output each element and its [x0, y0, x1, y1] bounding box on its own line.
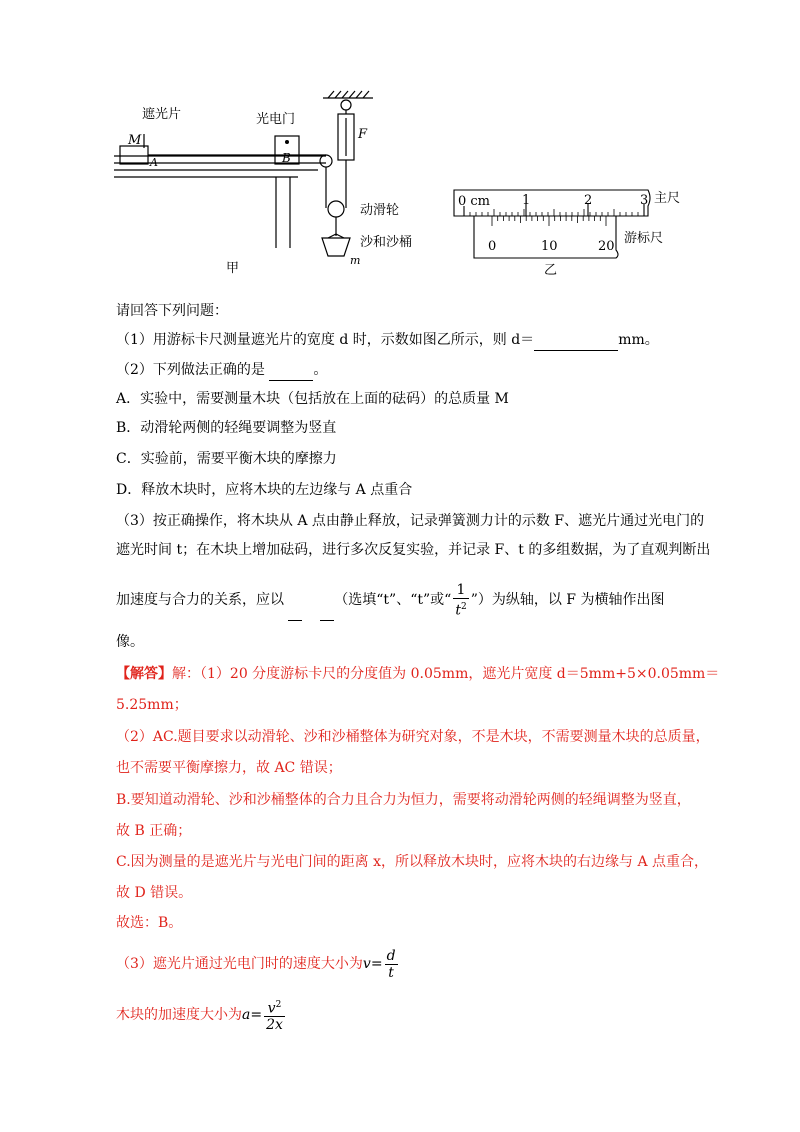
main-tick-2: 2 — [584, 193, 593, 208]
option-a: A．实验中，需要测量木块（包括放在上面的砝码）的总质量 M — [116, 391, 509, 407]
answer-l1: 解：（1）20 分度游标卡尺的分度值为 0.05mm，遮光片宽度 d＝5mm+5×0.05mm＝ — [172, 666, 720, 682]
q1-blank — [534, 330, 618, 351]
vernier-scale-label: 游标尺 — [624, 231, 664, 246]
q3-frac-exp: 2 — [460, 601, 467, 612]
q3-line-3 — [116, 580, 664, 621]
fig-caption-yi: 乙 — [544, 263, 558, 278]
q1-unit: mm。 — [618, 332, 659, 348]
bucket-label: 沙和沙桶 — [360, 235, 413, 250]
point-b-label: B — [282, 151, 291, 165]
q3-fraction — [453, 582, 468, 619]
option-d: D．释放木块时，应将木块的左边缘与 A 点重合 — [116, 482, 413, 498]
main-tick-3: 3 — [640, 193, 649, 208]
q3-blank-b — [320, 580, 334, 621]
q3-line-2: 遮光时间 t；在木块上增加砝码，进行多次反复实验，并记录 F、t 的多组数据，为了直观判断出 — [116, 542, 711, 558]
answer-line-9: 故选：B。 — [116, 915, 183, 931]
answer-line-10 — [116, 944, 400, 984]
q3-line-1: （3）按正确操作，将木块从 A 点由静止释放，记录弹簧测力计的示数 F、遮光片通过光电门的 — [116, 513, 705, 529]
q2-text: （2）下列做法正确的是 — [116, 362, 270, 378]
q2-end: 。 — [313, 362, 328, 378]
accel-eq: = — [250, 1007, 263, 1023]
question-1 — [116, 330, 659, 351]
answer-line-7: C.因为测量的是遮光片与光电门间的距离 x，所以释放木块时，应将木块的右边缘与 A 点重合， — [116, 854, 709, 870]
q3-line-3b: （选填“t”、“t”或“ — [334, 592, 452, 608]
q3-frac-den — [453, 599, 468, 619]
velocity-num: d — [386, 947, 396, 964]
point-a-label: A — [150, 156, 158, 169]
velocity-fraction — [385, 948, 398, 981]
velocity-den: t — [388, 964, 394, 981]
q1-text: （1）用游标卡尺测量遮光片的宽度 d 时，示数如图乙所示，则 d＝ — [116, 332, 535, 348]
answer-tag: 【解答】 — [116, 666, 172, 682]
force-f-label: F — [358, 127, 368, 142]
answer-line-6: 故 B 正确； — [116, 823, 192, 839]
gate-label: 光电门 — [256, 112, 296, 127]
option-c: C．实验前，需要平衡木块的摩擦力 — [116, 451, 337, 467]
answer-line-8: 故 D 错误。 — [116, 885, 193, 901]
caliper-figure — [448, 180, 698, 280]
accel-fraction — [264, 997, 285, 1034]
velocity-eq: = — [370, 956, 383, 972]
mass-m-label: m — [350, 254, 361, 267]
answer-line-2: 5.25mm； — [116, 697, 188, 713]
q3-frac-den-var: t — [455, 602, 461, 619]
accel-den: 2x — [266, 1017, 283, 1034]
main-tick-1: 1 — [522, 193, 531, 208]
answer-line-5: B.要知道动滑轮、沙和沙桶整体的合力且合力为恒力，需要将动滑轮两侧的轻绳调整为竖直， — [116, 792, 691, 808]
q3-frac-num: 1 — [453, 582, 468, 599]
answer-line-3: （2）AC.题目要求以动滑轮、沙和沙桶整体为研究对象，不是木块，不需要测量木块的总质量， — [116, 729, 710, 745]
accel-num-exp: 2 — [275, 999, 282, 1010]
fig-caption-jia: 甲 — [226, 261, 240, 276]
q3-blank-a — [288, 580, 302, 621]
apparatus-figure — [108, 88, 438, 278]
block-m-label: M — [128, 133, 142, 148]
velocity-lhs: v — [362, 956, 371, 972]
option-b: B．动滑轮两侧的轻绳要调整为竖直 — [116, 420, 337, 436]
question-2 — [116, 360, 327, 381]
answer-l10: （3）遮光片通过光电门时的速度大小为 — [116, 956, 363, 972]
vernier-tick-20: 20 — [598, 239, 615, 254]
main-unit-label: 0 cm — [458, 194, 491, 209]
accel-num — [264, 997, 285, 1018]
q2-blank — [269, 360, 313, 381]
answer-line-1 — [116, 664, 719, 684]
q3-line-4: 像。 — [116, 634, 144, 650]
accel-lhs: a — [242, 1007, 251, 1023]
vernier-tick-0: 0 — [488, 239, 497, 254]
shade-label: 遮光片 — [142, 107, 182, 122]
pulley-label: 动滑轮 — [360, 203, 400, 218]
answer-line-11 — [116, 995, 287, 1035]
vernier-tick-10: 10 — [541, 239, 558, 254]
q3-line-3c: ”）为纵轴，以 F 为横轴作出图 — [470, 592, 665, 608]
answer-l11: 木块的加速度大小为 — [116, 1007, 242, 1023]
answer-line-4: 也不需要平衡摩擦力，故 AC 错误； — [116, 760, 342, 776]
q3-line-3a: 加速度与合力的关系，应以 — [116, 592, 284, 608]
accel-num-var: v — [267, 1000, 276, 1017]
intro-text: 请回答下列问题： — [116, 303, 228, 319]
main-scale-label: 主尺 — [654, 191, 681, 206]
